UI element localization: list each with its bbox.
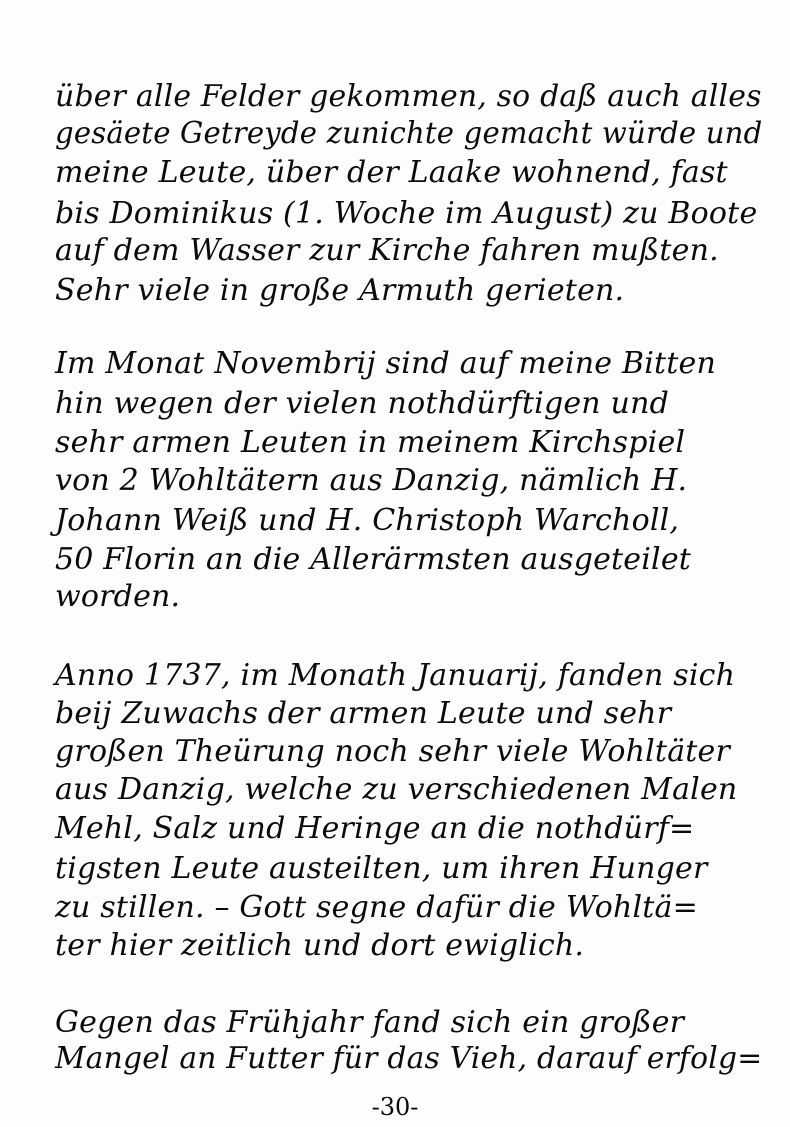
text-line: bis Dominikus (1. Woche im August) zu Boote <box>55 196 758 231</box>
text-line: Mehl, Salz und Heringe an die nothdürf= <box>55 811 695 846</box>
text-line: sehr armen Leuten in meinem Kirchspiel <box>55 425 686 460</box>
text-line: zu stillen. – Gott segne dafür die Wohltä= <box>55 890 698 925</box>
text-line: auf dem Wasser zur Kirche fahren mußten. <box>55 233 719 268</box>
text-line: beij Zuwachs der armen Leute und sehr <box>55 696 672 731</box>
page-number: -30- <box>371 1093 419 1121</box>
text-line: Anno 1737, im Monath Januarij, fanden sich <box>55 658 736 693</box>
text-line: gesäete Getreyde zunichte gemacht würde und <box>55 116 763 151</box>
text-line: aus Danzig, welche zu verschiedenen Malen <box>55 772 738 807</box>
text-line: hin wegen der vielen nothdürftigen und <box>55 386 670 421</box>
text-line: 50 Florin an die Allerärmsten ausgeteilet <box>55 542 692 577</box>
text-line: worden. <box>55 579 181 614</box>
text-line: Gegen das Frühjahr fand sich ein großer <box>55 1005 685 1040</box>
text-line: meine Leute, über der Laake wohnend, fast <box>55 155 728 190</box>
text-line: Im Monat Novembrij sind auf meine Bitten <box>55 346 716 381</box>
text-line: Johann Weiß und H. Christoph Warcholl, <box>55 503 680 538</box>
text-line: Mangel an Futter für das Vieh, darauf erfolg= <box>55 1041 763 1076</box>
text-line: über alle Felder gekommen, so daß auch alles <box>55 79 762 114</box>
text-line: Sehr viele in große Armuth gerieten. <box>55 273 625 308</box>
text-line: großen Theürung noch sehr viele Wohltäter <box>55 734 731 769</box>
text-line: ter hier zeitlich und dort ewiglich. <box>55 928 585 963</box>
text-line: von 2 Wohltätern aus Danzig, nämlich H. <box>55 463 688 498</box>
text-line: tigsten Leute austeilten, um ihren Hunger <box>55 851 708 886</box>
